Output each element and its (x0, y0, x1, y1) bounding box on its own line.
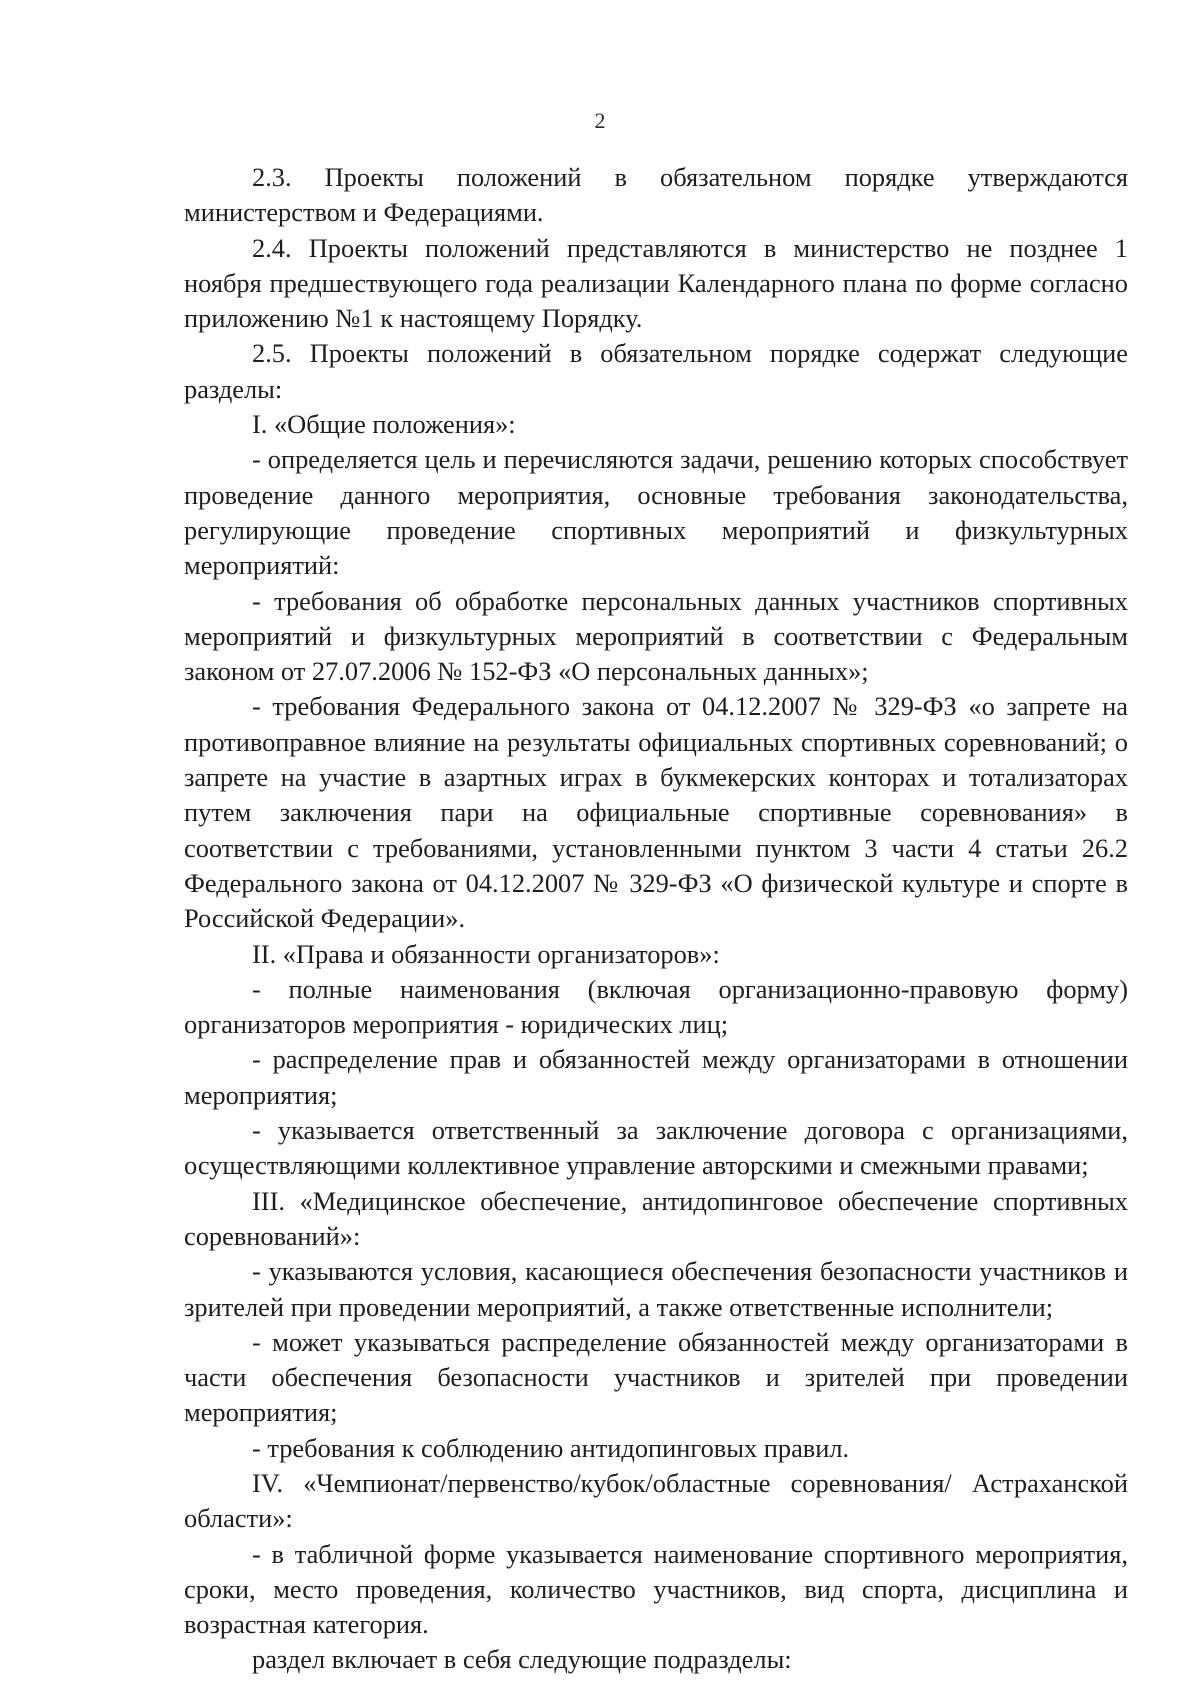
list-item: - требования Федерального закона от 04.12.2007 № 329-ФЗ «о запрете на противоправное влияние на результаты официальных спортивных соревнований; о запрете на участие в азартных играх в букмекерских конторах и тотализаторах путем заключения пари на официальные спортивные соревнования» в соответствии с требованиями, установленными пунктом 3 части 4 статьи 26.2 Федерального закона от 04.12.2007 № 329-ФЗ «О физической культуре и спорте в Российской Федерации». (184, 691, 1128, 934)
paragraph-2-5: 2.5. Проекты положений в обязательном порядке содержат следующие разделы: (184, 338, 1128, 404)
document-body (184, 160, 1128, 1678)
list-item: - может указываться распределение обязанностей между организаторами в части обеспечения безопасности участников и зрителей при проведении мероприятия; (184, 1326, 1128, 1428)
page-number: 2 (594, 108, 606, 133)
list-item: - распределение прав и обязанностей между организаторами в отношении мероприятия; (184, 1044, 1128, 1110)
subsections-intro: раздел включает в себя следующие подразделы: (252, 1644, 792, 1675)
list-item: - в табличной форме указывается наименование спортивного мероприятия, сроки, место проведения, количество участников, вид спорта, дисциплина и возрастная категория. (184, 1538, 1128, 1640)
paragraph-2-4: 2.4. Проекты положений представляются в министерство не позднее 1 ноября предшествующего года реализации Календарного плана по форме согласно приложению №1 к настоящему Порядку. (184, 232, 1128, 334)
list-item: - требования об обработке персональных данных участников спортивных мероприятий и физкультурных мероприятий в соответствии с Федеральным законом от 27.07.2006 № 152-ФЗ «О персональных данных»; (184, 585, 1128, 687)
list-item: - требования к соблюдению антидопинговых правил. (252, 1432, 850, 1463)
section-heading-medical-support: III. «Медицинское обеспечение, антидопинговое обеспечение спортивных соревнований»: (184, 1185, 1128, 1251)
list-item: - полные наименования (включая организационно-правовую форму) организаторов мероприятия - юридических лиц; (184, 973, 1128, 1040)
section-heading-organizers-rights: II. «Права и обязанности организаторов»: (252, 938, 720, 969)
section-heading-championship: IV. «Чемпионат/первенство/кубок/областные соревнования/ Астраханской области»: (184, 1467, 1128, 1534)
paragraph-2-3: 2.3. Проекты положений в обязательном порядке утверждаются министерством и Федерациями. (184, 162, 1128, 228)
list-item: - указываются условия, касающиеся обеспечения безопасности участников и зрителей при проведении мероприятий, а также ответственные исполнители; (184, 1256, 1128, 1322)
list-item: - определяется цель и перечисляются задачи, решению которых способствует проведение данного мероприятия, основные требования законодательства, регулирующие проведение спортивных мероприятий и физкультурных мероприятий: (184, 444, 1128, 581)
section-heading-general-provisions: I. «Общие положения»: (252, 409, 516, 440)
list-item: - указывается ответственный за заключение договора с организациями, осуществляющими коллективное управление авторскими и смежными правами; (184, 1115, 1128, 1181)
